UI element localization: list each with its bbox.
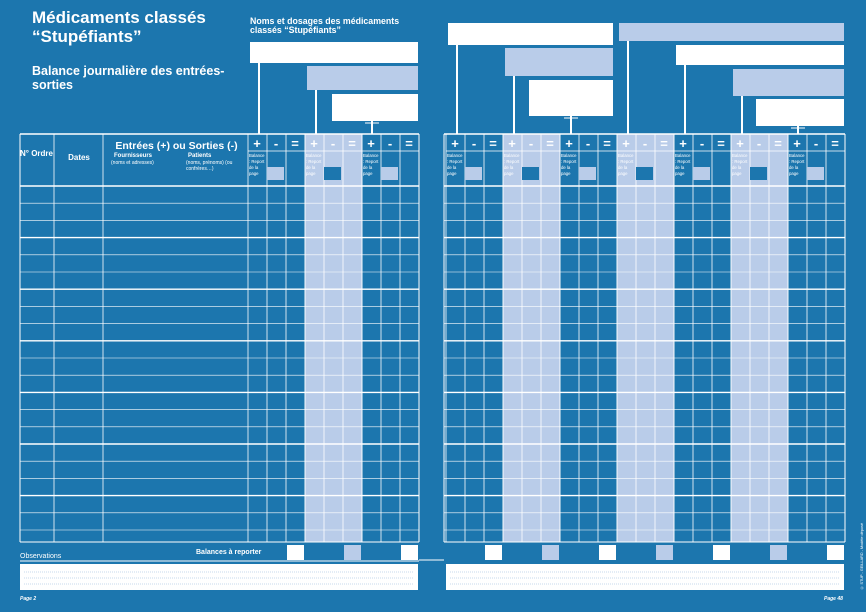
balance-report-cell: [827, 545, 844, 560]
drug-name-box: [505, 48, 613, 76]
sign-equals: =: [405, 136, 413, 151]
page-number-left: Page 2: [20, 596, 37, 602]
balance-report-box: [693, 167, 710, 180]
drug-name-box: [619, 23, 844, 41]
balance-report-label: Balance : Report de la page: [561, 153, 577, 176]
ordre-header: N° Ordre: [20, 149, 53, 158]
balance-report-box: [465, 167, 482, 180]
balance-report-box: [381, 167, 398, 180]
sign-minus: -: [813, 136, 819, 151]
sign-minus: -: [273, 136, 279, 151]
drug-name-box: [250, 42, 418, 63]
balance-report-cell: [713, 545, 730, 560]
drug-name-box: [448, 23, 613, 45]
sign-minus: -: [756, 136, 762, 151]
sign-minus: -: [585, 136, 591, 151]
balance-report-label: Balance : Report de la page: [306, 153, 322, 176]
balance-report-cell: [485, 545, 502, 560]
sign-minus: -: [699, 136, 705, 151]
patients-subheader: (noms, prénoms) (ou confrères…): [186, 160, 233, 172]
drug-names-label: Noms et dosages des médicaments classés “Stupéfiants”: [250, 16, 400, 35]
balance-report-box: [267, 167, 284, 180]
sign-equals: =: [774, 136, 782, 151]
sign-equals: =: [348, 136, 356, 151]
sign-minus: -: [471, 136, 477, 151]
sign-equals: =: [489, 136, 497, 151]
balance-report-label: Balance : Report de la page: [249, 153, 265, 176]
drug-name-box: [307, 66, 418, 90]
sign-plus: +: [310, 136, 318, 151]
fournisseurs-subheader: (noms et adresses): [111, 160, 154, 166]
sign-minus: -: [330, 136, 336, 151]
shaded-column: [503, 134, 560, 542]
drug-name-box: [529, 80, 613, 116]
entrees-sorties-header: Entrées (+) ou Sorties (-): [115, 140, 238, 152]
observations-label: Observations: [20, 553, 62, 560]
sign-equals: =: [546, 136, 554, 151]
balance-report-box: [324, 167, 341, 180]
shaded-column: [305, 134, 362, 542]
sign-equals: =: [291, 136, 299, 151]
sign-plus: +: [565, 136, 573, 151]
balance-report-label: Balance : Report de la page: [675, 153, 691, 176]
balance-report-cell: [599, 545, 616, 560]
balance-report-label: Balance : Report de la page: [447, 153, 463, 176]
shaded-column: [617, 134, 674, 542]
sign-equals: =: [603, 136, 611, 151]
drug-name-box: [676, 45, 844, 65]
page-number-right: Page 48: [824, 596, 843, 602]
drug-name-box: [733, 69, 844, 96]
sign-plus: +: [451, 136, 459, 151]
sign-plus: +: [736, 136, 744, 151]
page-subtitle: Balance journalière des entrées-sorties: [32, 64, 225, 92]
sign-plus: +: [508, 136, 516, 151]
balance-report-box: [807, 167, 824, 180]
sign-minus: -: [528, 136, 534, 151]
page-title: Médicaments classés “Stupéfiants”: [32, 8, 206, 46]
balance-report-cell: [401, 545, 418, 560]
balance-report-cell: [287, 545, 303, 560]
dates-header: Dates: [68, 153, 90, 162]
balance-report-box: [522, 167, 539, 180]
balance-report-label: Balance : Report de la page: [363, 153, 379, 176]
balance-report-cell: [770, 545, 787, 560]
balance-report-cell: [344, 545, 361, 560]
sign-plus: +: [793, 136, 801, 151]
fournisseurs-header: Fournisseurs: [114, 153, 153, 159]
patients-header: Patients: [188, 153, 212, 159]
balance-report-label: Balance : Report de la page: [732, 153, 748, 176]
drug-name-box: [756, 99, 844, 126]
sign-minus: -: [642, 136, 648, 151]
copyright-vertical-text: © STUP - GEILLARD - Modèle déposé: [860, 523, 864, 590]
sign-plus: +: [679, 136, 687, 151]
balance-report-box: [750, 167, 767, 180]
sign-plus: +: [253, 136, 261, 151]
balance-report-label: Balance : Report de la page: [618, 153, 634, 176]
sign-equals: =: [660, 136, 668, 151]
sign-equals: =: [717, 136, 725, 151]
balance-report-cell: [542, 545, 559, 560]
balance-report-label: Balance : Report de la page: [504, 153, 520, 176]
sign-plus: +: [367, 136, 375, 151]
drug-name-box: [332, 94, 418, 121]
shaded-column: [731, 134, 788, 542]
sign-plus: +: [622, 136, 630, 151]
balance-report-box: [636, 167, 653, 180]
sign-minus: -: [387, 136, 393, 151]
observations-box-right: [446, 564, 844, 590]
balances-a-reporter-label: Balances à reporter: [196, 549, 262, 556]
balance-report-label: Balance : Report de la page: [789, 153, 805, 176]
observations-box-left: [20, 564, 418, 590]
sign-equals: =: [831, 136, 839, 151]
balance-report-box: [579, 167, 596, 180]
balance-report-cell: [656, 545, 673, 560]
